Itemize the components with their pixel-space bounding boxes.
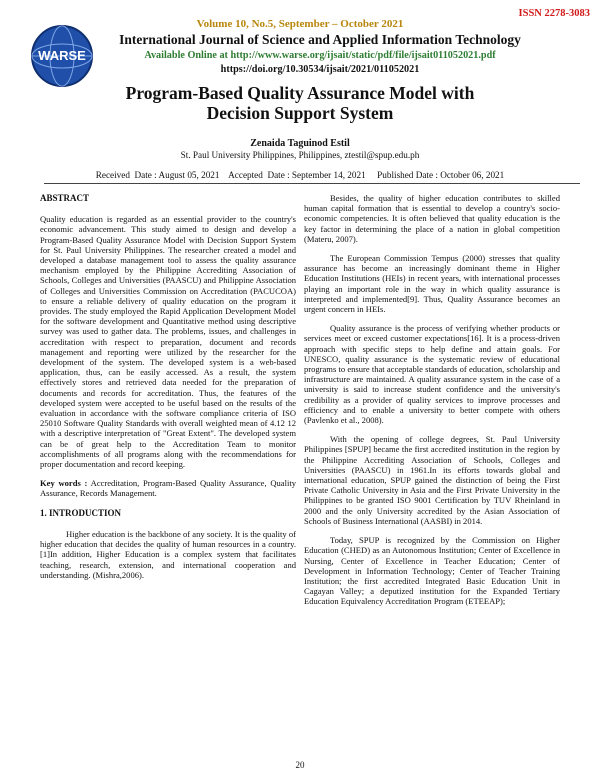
abstract-heading: ABSTRACT [40,193,90,203]
introduction-heading: 1. INTRODUCTION [40,507,122,518]
body-paragraph-2: The European Commission Tempus (2000) stresses that quality assurance has become an increasingly dominant theme in Higher Education Institutions (HEIs) in recent years, with international processes playing an important role in the way in which quality assurance is interpreted and implemented[9]. Thus, Quality Assurance becomes an urgent concern in HEIs. [304,253,560,315]
author-affiliation: St. Paul University Philippines, Philippines, ztestil@spup.edu.ph [180,150,420,160]
available-online-link[interactable]: Available Online at http://www.warse.org/ijsait/static/pdf/file/ijsait011052021.pdf [144,50,496,61]
volume-line: Volume 10, No.5, September – October 2021 [196,18,404,30]
abstract-text: Quality education is regarded as an essential provider to the country's economic advancement. This study aimed to design and develop a Program-Based Quality Assurance Model with Decision Support System for St. Paul University Philippines. The researcher created a model and developed a database management tool to assess the quality assurance mechanism employed by the Philippine Accrediting Association of Schools, Colleges and Universities (PAASCU) and Philippine Association of Colleges and Universities Commission on Accreditation (PACUCOA) to ensure a reliable delivery of quality education on the program it provides. The study employed the Rapid Application Development Model for the software development and Quantitative method using descriptive survey was used to gather data. The problems, issues, and challenges in accreditation with respect to preparation, document and records management and reporting were utilized by the researcher for the development of the system. The developed system is a web-based application, thus, can be easily accessed. As a result, the system effectively stores and retrieved data needed for the preparation of documents and records for accreditation. Thus, the features of the developed system were accepted to be useful based on the results of the evaluation in accordance with the software compliance criteria of ISO 25010 Software Quality Standards with overall weighted mean of 4.12 12 with a descriptive interpretation of "Great Extent". The developed system can be of great help to the Accreditation Team to monitor accomplishments of all programs along with the recommendations for proper documentation and record keeping. [40,214,296,470]
paper-title [0,83,600,123]
doi-link[interactable]: https://doi.org/10.30534/ijsait/2021/011052021 [220,64,420,75]
body-paragraph-3: Quality assurance is the process of verifying whether products or services meet or exceed customer expectations[16]. It is a process-driven approach with specific steps to help define and attain goals. For UNESCO, quality assurance is the systematic review of educational programs to ensure that acceptable standards of education, scholarship and infrastructure are maintained. A quality assurance system in the case of a university is said to increase student confidence and the university's credibility as a provider of quality services to improve processes and efficiency and to enable a university to better compete with others (Pavlenko et al., 2008). [304,323,560,426]
page-number: 20 [295,760,305,770]
body-paragraph-4: With the opening of college degrees, St. Paul University Philippines [SPUP] became the first accredited institution in the region by the Philippine Accrediting Association of Schools, Colleges and Universities (PAASCU) in 1961.In its efforts towards global and international education, SPUP gained the distinction of being the First Private Catholic University in Asia and the First Private University in the Philippines to be granted ISO 9001 Certification by TUV Rheinland in 2000 and the only University accredited by the Asian Association of Schools of Business International (AASBI) in 2014. [304,434,560,526]
journal-title: International Journal of Science and Applied Information Technology [119,32,521,47]
right-column [304,193,560,616]
author-name: Zenaida Taguinod Estil [250,138,350,149]
keywords-label: Key words : [40,478,88,489]
paper-title-line-2: Decision Support System [206,103,394,123]
introduction-paragraph: Higher education is the backbone of any society. It is the quality of higher education that decides the quality of human resources in a country. [1]In addition, Higher Education is a complex system that facilitates teaching, research, extension, and international cooperation and understanding. (Mishra,2006). [40,528,296,580]
logo-text: WARSE [38,48,86,63]
publication-dates: Received Date : August 05, 2021 Accepted Date : September 14, 2021 Published Date : October 06, 2021 [95,170,505,180]
paper-title-line-1: Program-Based Quality Assurance Model with [125,83,475,103]
body-paragraph-1: Besides, the quality of higher education contributes to skilled human capital formation that is essential to develop a country's socio-economic competencies. It is often believed that quality education is the key factor in determining the place of a nation in global competition (Materu, 2007). [304,193,560,244]
keywords-list: Accreditation, Program-Based Quality Assurance, Quality Assurance, Records Management. [40,478,296,499]
left-column [40,193,296,589]
keywords [40,478,296,498]
header-divider [44,183,580,184]
issn-label: ISSN 2278-3083 [518,8,590,19]
body-paragraph-5: Today, SPUP is recognized by the Commission on Higher Education (CHED) as an Autonomous Institution; Center of Excellence in Nursing, Center of Excellence in Teacher Education; Center of Development in Information Technology; Center of Teacher Training Institution; the first accredited Integrated Basic Education Unit in Cagayan Valley; a deputized institution for the Expanded Tertiary Education Equivalency Accreditation Program (ETEEAP); [304,535,560,607]
